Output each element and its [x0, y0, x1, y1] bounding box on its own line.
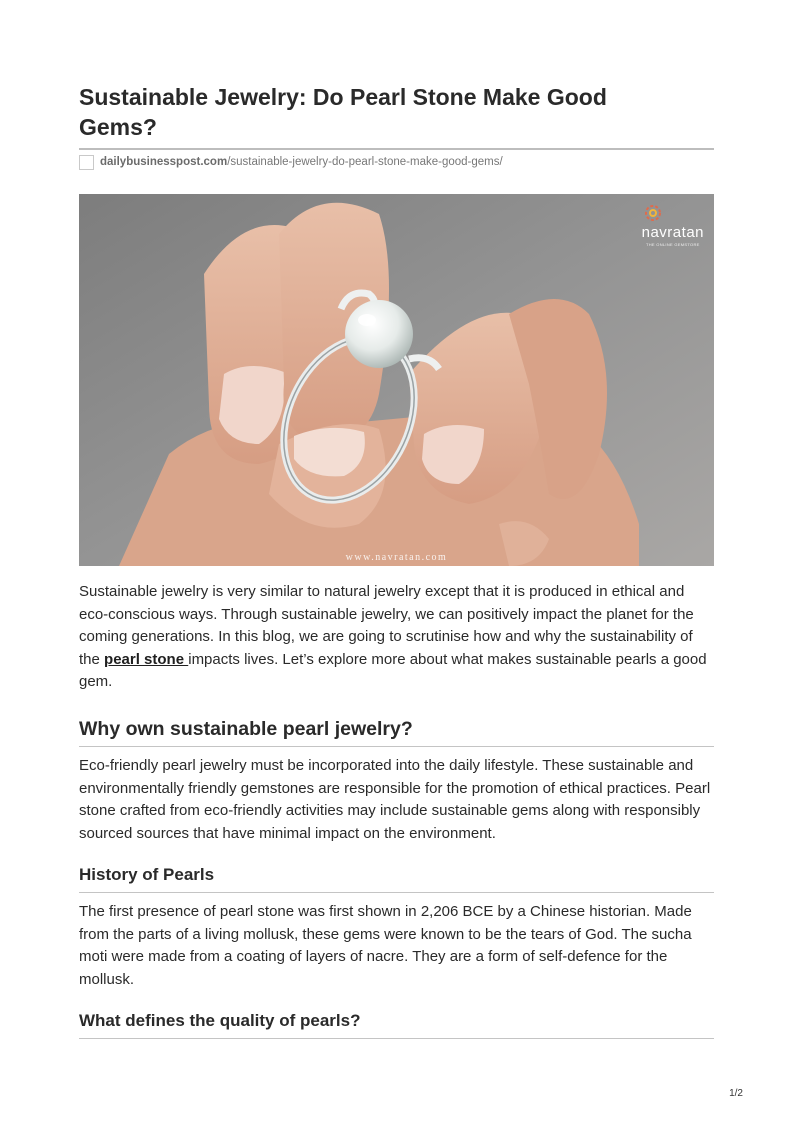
section-divider	[79, 1038, 714, 1039]
section-divider	[79, 746, 714, 747]
pearl-stone-link[interactable]: pearl stone	[104, 650, 189, 668]
pearl-ring-photo	[79, 194, 714, 566]
navratan-logo	[642, 202, 704, 247]
title-divider	[79, 148, 714, 150]
page-number: 1/2	[729, 1088, 743, 1099]
intro-text-before: Sustainable jewelry is very similar to natural jewelry except that it is produced in ethical and eco-conscious ways. Through sustainable jewelry, we can positively impact the planet for the coming generations. In this blog, we are going to scrutinise how and why the sustainability of the	[79, 583, 694, 668]
image-watermark: www.navratan.com	[345, 552, 448, 563]
intro-paragraph	[79, 581, 714, 694]
logo-emblem-icon	[642, 202, 664, 224]
section-heading: History of Pearls	[79, 865, 215, 884]
source-path[interactable]: /sustainable-jewelry-do-pearl-stone-make-good-gems/	[227, 156, 503, 168]
section-paragraph: Eco-friendly pearl jewelry must be incorporated into the daily lifestyle. These sustainable and environmentally friendly gemstones are responsible for the promotion of ethical practices. Pearl stone crafted from eco-friendly activities may include sustainable gems along with responsibly sourced sources that have minimal impact on the environment.	[79, 757, 711, 842]
favicon-icon	[79, 155, 94, 170]
article-title: Sustainable Jewelry: Do Pearl Stone Make Good Gems?	[79, 84, 607, 140]
logo-tagline: THE ONLINE GEMSTORE	[645, 242, 700, 247]
section-heading: Why own sustainable pearl jewelry?	[79, 718, 413, 740]
hero-image	[79, 194, 714, 566]
section-divider	[79, 892, 714, 893]
section-heading: What defines the quality of pearls?	[79, 1011, 361, 1030]
section-paragraph: The first presence of pearl stone was first shown in 2,206 BCE by a Chinese historian. Made from the parts of a living mollusk, these gems were known to be the tears of God. The sucha moti were made from a coating of layers of nacre. They are a form of self-defence for the mollusk.	[79, 903, 692, 988]
source-url[interactable]	[79, 153, 503, 171]
source-domain[interactable]: dailybusinesspost.com	[100, 156, 228, 168]
logo-word: navratan	[641, 224, 704, 241]
intro-text-after: impacts lives. Let’s explore more about what makes sustainable pearls a good gem.	[79, 650, 707, 691]
